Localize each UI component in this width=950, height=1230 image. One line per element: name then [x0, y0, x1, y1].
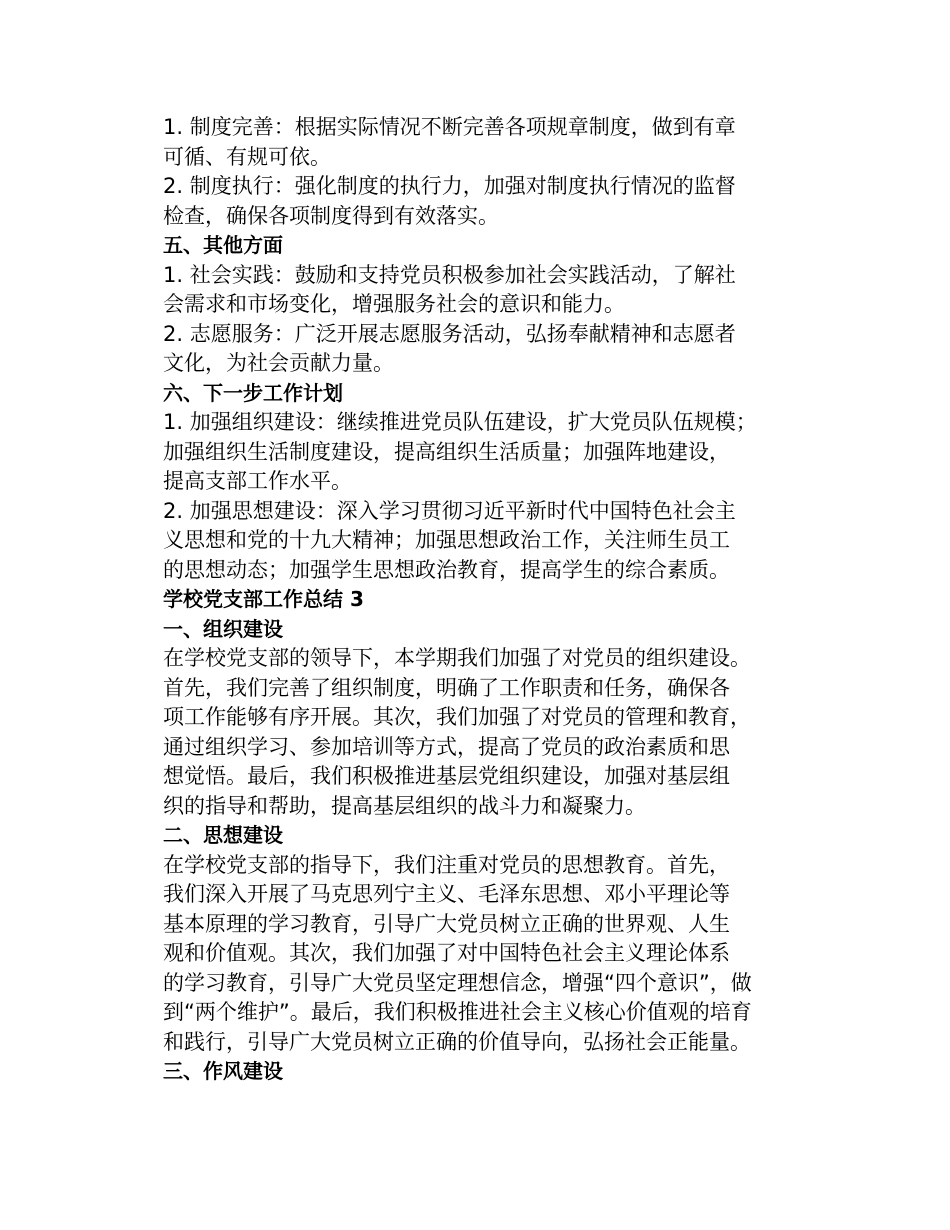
text-line: 在学校党支部的领导下，本学期我们加强了对党员的组织建设。 [163, 646, 751, 670]
text-line: 我们深入开展了马克思列宁主义、毛泽东思想、邓小平理论等 [163, 882, 730, 906]
text-line: 义思想和党的十九大精神；加强思想政治工作，关注师生员工 [163, 528, 730, 552]
section-heading: 三、作风建设 [163, 1059, 283, 1083]
text-line: 的学习教育，引导广大党员坚定理想信念，增强“四个意识”，做 [163, 970, 752, 995]
text-line: 项工作能够有序开展。其次，我们加强了对党员的管理和教育， [163, 705, 751, 729]
section-heading: 学校党支部工作总结 3 [163, 587, 364, 611]
text-line: 1. 社会实践：鼓励和支持党员积极参加社会实践活动，了解社 [163, 262, 736, 287]
text-line: 1. 制度完善：根据实际情况不断完善各项规章制度，做到有章 [163, 115, 736, 139]
section-heading: 二、思想建设 [163, 823, 283, 847]
text-line: 在学校党支部的指导下，我们注重对党员的思想教育。首先， [163, 852, 730, 877]
text-line: 加强组织生活制度建设，提高组织生活质量；加强阵地建设， [163, 439, 730, 464]
text-line: 1. 加强组织建设：继续推进党员队伍建设，扩大党员队伍规模； [163, 410, 757, 434]
text-line: 可循、有规可依。 [163, 144, 331, 169]
text-line: 提高支部工作水平。 [163, 469, 352, 493]
text-line: 想觉悟。最后，我们积极推进基层党组织建设，加强对基层组 [163, 764, 730, 788]
text-line: 2. 加强思想建设：深入学习贯彻习近平新时代中国特色社会主 [163, 498, 736, 523]
text-line: 通过组织学习、参加培训等方式，提高了党员的政治素质和思 [163, 734, 730, 759]
text-line: 2. 制度执行：强化制度的执行力，加强对制度执行情况的监督 [163, 174, 736, 198]
text-line: 织的指导和帮助，提高基层组织的战斗力和凝聚力。 [163, 793, 646, 818]
section-heading: 六、下一步工作计划 [163, 380, 343, 405]
text-line: 的思想动态；加强学生思想政治教育，提高学生的综合素质。 [163, 557, 730, 582]
text-line: 首先，我们完善了组织制度，明确了工作职责和任务，确保各 [163, 675, 730, 700]
section-heading: 一、组织建设 [163, 616, 283, 641]
document-page [163, 113, 793, 1087]
text-line: 和践行，引导广大党员树立正确的价值导向，弘扬社会正能量。 [163, 1029, 751, 1054]
text-line: 观和价值观。其次，我们加强了对中国特色社会主义理论体系 [163, 941, 730, 965]
text-line: 基本原理的学习教育，引导广大党员树立正确的世界观、人生 [163, 911, 730, 936]
section-heading: 五、其他方面 [163, 233, 283, 257]
text-line: 到“两个维护”。最后，我们积极推进社会主义核心价值观的培育 [163, 1000, 752, 1024]
text-line: 文化，为社会贡献力量。 [163, 351, 394, 375]
text-line: 2. 志愿服务：广泛开展志愿服务活动，弘扬奉献精神和志愿者 [163, 321, 736, 346]
text-line: 会需求和市场变化，增强服务社会的意识和能力。 [163, 292, 625, 316]
text-line: 检查，确保各项制度得到有效落实。 [163, 203, 499, 228]
